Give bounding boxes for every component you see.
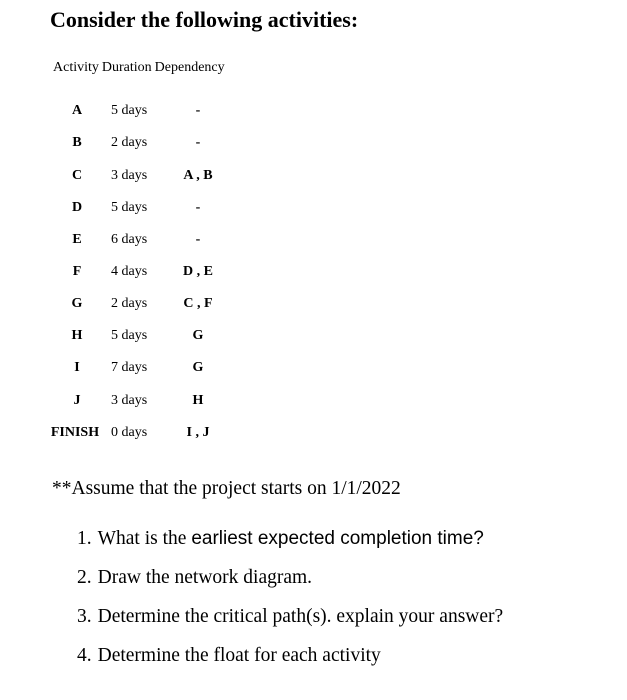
question-text: Draw the network diagram. [97, 567, 313, 588]
table-row [0, 262, 627, 282]
header-dependency: Dependency [154, 60, 225, 75]
activity-cell: J [73, 393, 81, 408]
question-highlight: earliest expected completion time? [191, 528, 484, 549]
list-item [77, 528, 484, 550]
question-text: What is the [97, 528, 192, 549]
list-item [77, 606, 503, 628]
dependency-cell: - [195, 135, 201, 150]
table-row [0, 198, 627, 218]
table-row [0, 101, 627, 121]
dependency-cell: A , B [183, 168, 213, 183]
dependency-cell: D , E [183, 264, 213, 279]
activity-cell: I [74, 360, 80, 375]
duration-cell: 6 days [111, 232, 148, 247]
table-row [0, 358, 627, 378]
duration-cell: 7 days [111, 360, 148, 375]
dependency-cell: H [192, 393, 204, 408]
dependency-cell: - [195, 200, 201, 215]
duration-cell: 0 days [111, 425, 148, 440]
table-row [0, 423, 627, 443]
duration-cell: 3 days [111, 168, 148, 183]
table-row [0, 230, 627, 250]
duration-cell: 5 days [111, 103, 148, 118]
table-row [0, 133, 627, 153]
dependency-cell: G [192, 328, 204, 343]
header-duration: Duration [101, 60, 152, 75]
duration-cell: 3 days [111, 393, 148, 408]
duration-cell: 5 days [111, 328, 148, 343]
activity-cell: F [72, 264, 82, 279]
table-row [0, 326, 627, 346]
table-row [0, 391, 627, 411]
question-number: 2. [77, 567, 92, 588]
dependency-cell: I , J [186, 425, 210, 440]
question-number: 1. [77, 528, 92, 549]
question-number: 4. [77, 645, 92, 666]
question-number: 3. [77, 606, 92, 627]
activity-cell: B [72, 135, 82, 150]
question-text: Determine the critical path(s). explain your answer? [97, 606, 504, 627]
table-row [0, 166, 627, 186]
dependency-cell: C , F [183, 296, 213, 311]
duration-cell: 5 days [111, 200, 148, 215]
activity-cell: G [71, 296, 83, 311]
activity-cell: A [71, 103, 83, 118]
question-text: Determine the float for each activity [97, 645, 381, 666]
assumption-note: **Assume that the project starts on 1/1/2022 [52, 478, 401, 499]
activity-cell: E [72, 232, 82, 247]
list-item [77, 567, 312, 589]
list-item [77, 645, 381, 667]
dependency-cell: - [195, 232, 201, 247]
activity-cell: D [71, 200, 83, 215]
header-activity: Activity [53, 60, 99, 75]
duration-cell: 4 days [111, 264, 148, 279]
dependency-cell: - [195, 103, 201, 118]
duration-cell: 2 days [111, 135, 148, 150]
dependency-cell: G [192, 360, 204, 375]
duration-cell: 2 days [111, 296, 148, 311]
activity-cell: H [71, 328, 83, 343]
table-row [0, 294, 627, 314]
page-title: Consider the following activities: [50, 7, 359, 32]
activity-cell: FINISH [50, 425, 100, 440]
activity-cell: C [71, 168, 83, 183]
